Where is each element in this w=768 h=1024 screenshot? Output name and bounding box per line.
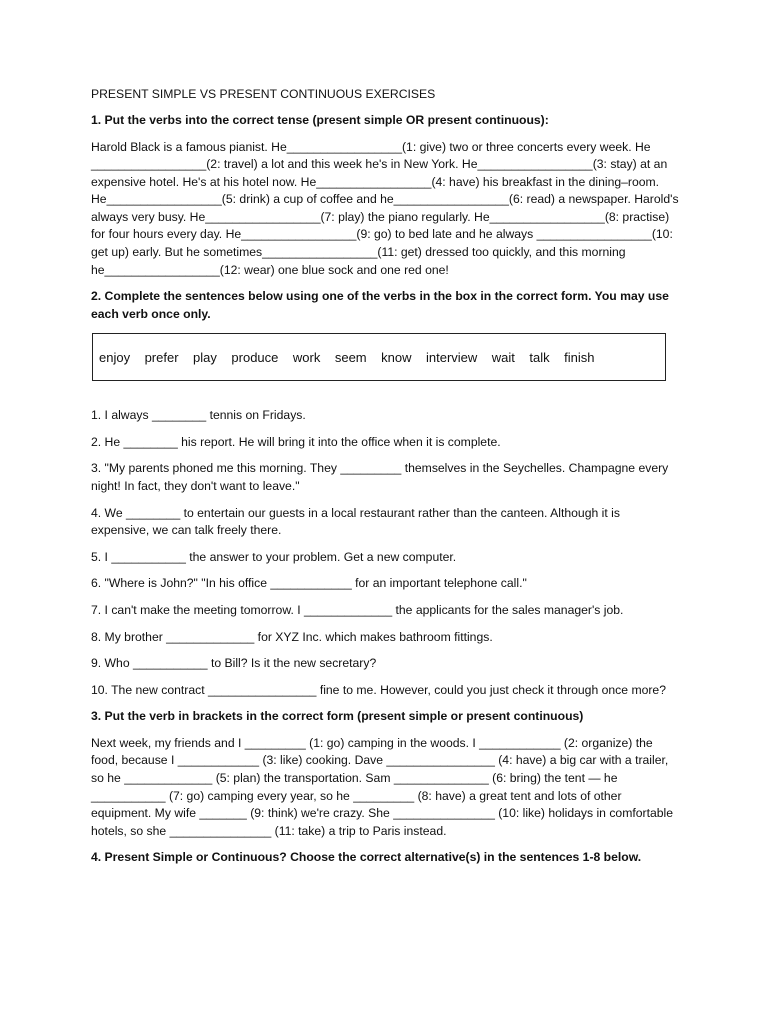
verb-work: work (292, 349, 321, 365)
section1-paragraph: Harold Black is a famous pianist. He_________________(1: give) two or three concerts every week. He _________________(2: travel) a lot and this week he's in New York. He_________________(3: stay) at an expensive hotel. He's at his hotel now. He_________________(4: have) his breakfast in the dining–room. He_________________(5: drink) a cup of coffee and he_________________(6: read) a newspaper. Harold's always very busy. He_________________(7: play) the piano regularly. He_________________(8: practise) for four hours every day. He_________________(9: go) to bed late and he always _________________(10: get up) early. But he sometimes_________________(11: get) dressed too quickly, and this morning he_________________(12: wear) one blue sock and one red one! (91, 139, 679, 277)
verb-interview: interview (426, 349, 478, 365)
section3-heading: 3. Put the verb in brackets in the correct form (present simple or present continuous) (91, 709, 584, 724)
section3-paragraph: Next week, my friends and I _________ (1: go) camping in the woods. I ____________ (2: organize) the food, because I ____________ (3: like) cooking. Dave ________________ (4: have) a big car with a trailer, so he _____________ (5: plan) the transportation. Sam ______________ (6: bring) the tent — he ___________ (7: go) camping every year, so he _________ (8: have) a great tent and lots of other equipment. My wife _______ (9: think) we're crazy. She _______________ (10: like) holidays in comfortable hotels, so she _______________ (11: take) a trip to Paris instead. (91, 735, 674, 838)
verb-play: play (193, 349, 217, 365)
sentence-7: 7. I can't make the meeting tomorrow. I _____________ the applicants for the sales manager's job. (91, 603, 624, 617)
sentence-10: 10. The new contract ________________ fine to me. However, could you just check it through once more? (91, 682, 666, 697)
sentence-5: 5. I ___________ the answer to your problem. Get a new computer. (91, 549, 457, 564)
sentence-9: 9. Who ___________ to Bill? Is it the new secretary? (91, 656, 377, 671)
verb-produce: produce (231, 349, 279, 365)
document-title: PRESENT SIMPLE VS PRESENT CONTINUOUS EXERCISES (91, 87, 436, 101)
verb-wait: wait (491, 349, 515, 365)
verb-prefer: prefer (144, 349, 179, 365)
section2-heading: 2. Complete the sentences below using one of the verbs in the box in the correct form. You may use each verb once only. (91, 289, 669, 321)
section1-heading: 1. Put the verbs into the correct tense (present simple OR present continuous): (91, 113, 549, 127)
sentence-4: 4. We ________ to entertain our guests in a local restaurant rather than the canteen. Although it is expensive, we can talk freely there. (91, 505, 620, 538)
document-body (91, 86, 681, 876)
sentence-8: 8. My brother _____________ for XYZ Inc. which makes bathroom fittings. (91, 629, 493, 644)
sentence-1: 1. I always ________ tennis on Fridays. (91, 408, 306, 423)
sentence-2: 2. He ________ his report. He will bring it into the office when it is complete. (91, 434, 501, 449)
verb-box (92, 333, 666, 381)
verb-know: know (381, 349, 412, 365)
sentence-3: 3. "My parents phoned me this morning. They _________ themselves in the Seychelles. Champagne every night! In fact, they don't want to leave." (91, 461, 669, 494)
section4-heading: 4. Present Simple or Continuous? Choose the correct alternative(s) in the sentences 1-8 below. (91, 850, 642, 865)
verb-finish: finish (564, 349, 595, 365)
verb-enjoy: enjoy (99, 349, 131, 365)
sentence-6: 6. "Where is John?" "In his office ____________ for an important telephone call." (91, 576, 527, 591)
verb-talk: talk (529, 349, 550, 365)
verb-seem: seem (334, 349, 367, 365)
